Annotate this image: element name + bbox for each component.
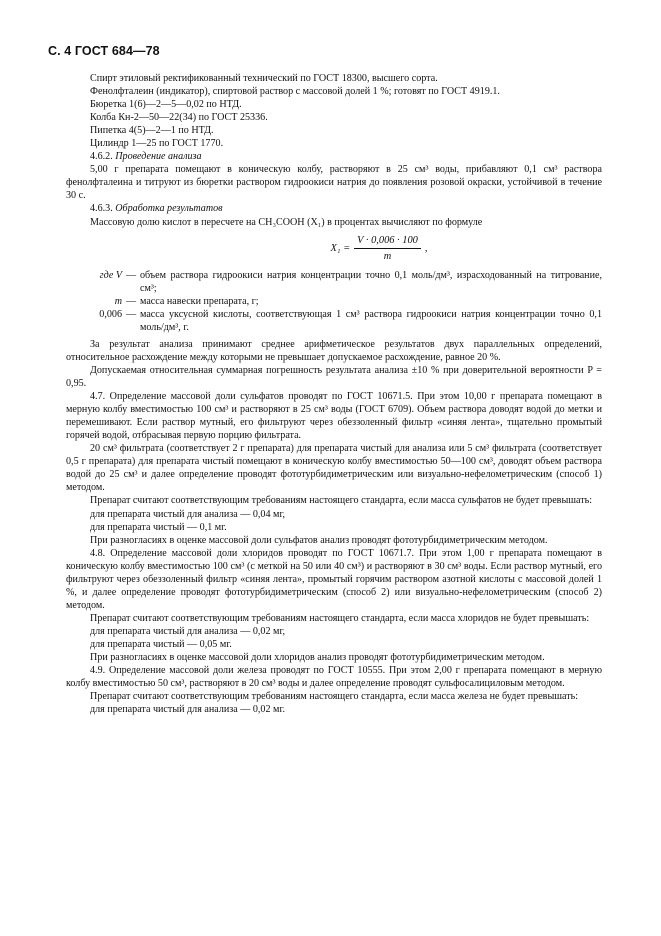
paragraph: При разногласиях в оценке массовой доли сульфатов анализ проводят фототурбидиметрическим методом. <box>90 534 548 546</box>
formula-tail: , <box>424 242 428 254</box>
limit-item: для препарата чистый — 0,05 мг. <box>90 638 232 650</box>
sulfate-limits <box>66 508 602 534</box>
paragraph: Препарат считают соответствующим требованиям настоящего стандарта, если масса сульфатов не будет превышать: <box>90 495 593 507</box>
paragraph: Препарат считают соответствующим требованиям настоящего стандарта, если масса железа не будет превышать: <box>90 691 579 703</box>
heading-title: Проведение анализа <box>115 151 202 163</box>
limit-item: для препарата чистый — 0,1 мг. <box>90 521 227 533</box>
reagent-item: Спирт этиловый ректификованный технический по ГОСТ 18300, высшего сорта. <box>90 73 438 84</box>
paragraph: Массовую долю кислот в пересчете на CH₃COOH (X₁) в процентах вычисляют по формуле <box>90 216 483 228</box>
heading-title: Обработка результатов <box>115 203 223 215</box>
definition-text: объем раствора гидроокиси натрия концентрации точно 0,1 моль/дм³, израсходованный на титрование, см³; <box>140 269 602 294</box>
limit-item: для препарата чистый для анализа — 0,02 мг, <box>90 625 285 637</box>
definition-row: где V — объем раствора гидроокиси натрия концентрации точно 0,1 моль/дм³, израсходованный на титрование, см³; <box>66 269 602 295</box>
chloride-limits <box>66 625 602 651</box>
limit-item: для препарата чистый для анализа — 0,04 мг, <box>90 508 285 520</box>
section-4-9: 4.9. Определение массовой доли железа проводят по ГОСТ 10555. При этом 2,00 г препарата помещают в мерную колбу вместимостью 50 см³, растворяют в 20 см³ воды и далее определение проводят сульфосалициловым методом. <box>66 665 602 690</box>
heading-number: 4.6.2. <box>90 151 113 163</box>
section-heading-4-6-2 <box>66 150 602 163</box>
paragraph: Допускаемая относительная суммарная погрешность результата анализа ±10 % при доверительной вероятности P = 0,95. <box>66 364 602 390</box>
section-4-8: 4.8. Определение массовой доли хлоридов проводят по ГОСТ 10671.7. При этом 1,00 г препарата помещают в коническую колбу вместимостью 100 см³ (с меткой на 50 или 40 см³) и растворяют в 30 см³ воды. Если раствор мутный, его фильтруют через обеззоленный фильтр «синяя лента», промытый горячим раствором азотной кислоты с массовой долей 1 %, и далее определение проводят фототурбидиметрическим (способ 2) или визуально-нефелометрическим (способ 2) методом. <box>66 547 602 611</box>
page-body <box>66 72 602 716</box>
paragraph: За результат анализа принимают среднее арифметическое результатов двух параллельных определений, относительное расхождение между которыми не превышает допускаемое расхождение, равное 20 %. <box>66 338 602 363</box>
reagent-item: Пипетка 4(5)—2—1 по НТД. <box>90 125 214 137</box>
formula-definitions <box>66 269 602 334</box>
reagents-list <box>66 72 602 150</box>
section-4-7: 4.7. Определение массовой доли сульфатов проводят по ГОСТ 10671.5. При этом 10,00 г препарата помещают в мерную колбу вместимостью 100 см³ и растворяют в 25 см³ воды (ГОСТ 6709). Объем раствора доводят водой до метки и перемешивают. Если раствор мутный, его фильтруют через обеззоленный фильтр «синяя лента», тщательно промытый горячей водой, отбрасывая первую порцию фильтрата. <box>66 391 602 442</box>
reagent-item: Колба Кн-2—50—22(34) по ГОСТ 25336. <box>90 112 268 124</box>
formula-lhs: X₁ = <box>330 242 351 254</box>
page-header: С. 4 ГОСТ 684—78 <box>48 44 160 58</box>
reagent-item: Цилиндр 1—25 по ГОСТ 1770. <box>90 138 224 150</box>
definition-symbol: где V <box>99 269 122 281</box>
heading-number: 4.6.3. <box>90 203 113 215</box>
section-heading-4-6-3 <box>66 202 602 215</box>
formula-numerator: V · 0,006 · 100 <box>354 234 421 249</box>
limit-item: для препарата чистый для анализа — 0,02 мг. <box>90 704 285 716</box>
reagent-item: Бюретка 1(6)—2—5—0,02 по НТД. <box>90 99 242 111</box>
formula-fraction <box>354 234 421 263</box>
paragraph: При разногласиях в оценке массовой доли хлоридов анализ проводят фототурбидиметрическим методом. <box>90 652 545 664</box>
reagent-item: Фенолфталеин (индикатор), спиртовой раствор с массовой долей 1 %; готовят по ГОСТ 4919.1. <box>90 86 500 98</box>
definition-text: масса уксусной кислоты, соответствующая 1 см³ раствора гидроокиси натрия концентрации точно 0,1 моль/дм³, г. <box>140 308 602 333</box>
paragraph: Препарат считают соответствующим требованиям настоящего стандарта, если масса хлоридов не будет превышать: <box>90 612 590 624</box>
definition-symbol: m <box>114 295 122 307</box>
definition-symbol: 0,006 <box>99 308 122 320</box>
iron-limits <box>66 703 602 716</box>
formula-denominator: m <box>383 250 392 262</box>
definition-text: масса навески препарата, г; <box>140 295 259 307</box>
definition-row: 0,006 — масса уксусной кислоты, соответствующая 1 см³ раствора гидроокиси натрия концентрации точно 0,1 моль/дм³, г. <box>66 308 602 334</box>
definition-row: m — масса навески препарата, г; <box>66 295 602 308</box>
paragraph: 5,00 г препарата помещают в коническую колбу, растворяют в 25 см³ воды, прибавляют 0,1 см³ раствора фенолфталеина и титруют из бюретки раствором гидроокиси натрия до появления розовой окраски, устойчивой в течение 30 с. <box>66 164 602 202</box>
paragraph: 20 см³ фильтрата (соответствует 2 г препарата) для препарата чистый для анализа или 5 см³ фильтрата (соответствует 0,5 г препарата) для препарата чистый помещают в коническую колбу вместимостью 50—100 см³, доводят объем раствора водой до 25 см³ и далее определение проводят фототурбидиметрическим или визуально-нефелометрическим (способ 1) методом. <box>66 443 602 494</box>
formula <box>156 234 602 263</box>
